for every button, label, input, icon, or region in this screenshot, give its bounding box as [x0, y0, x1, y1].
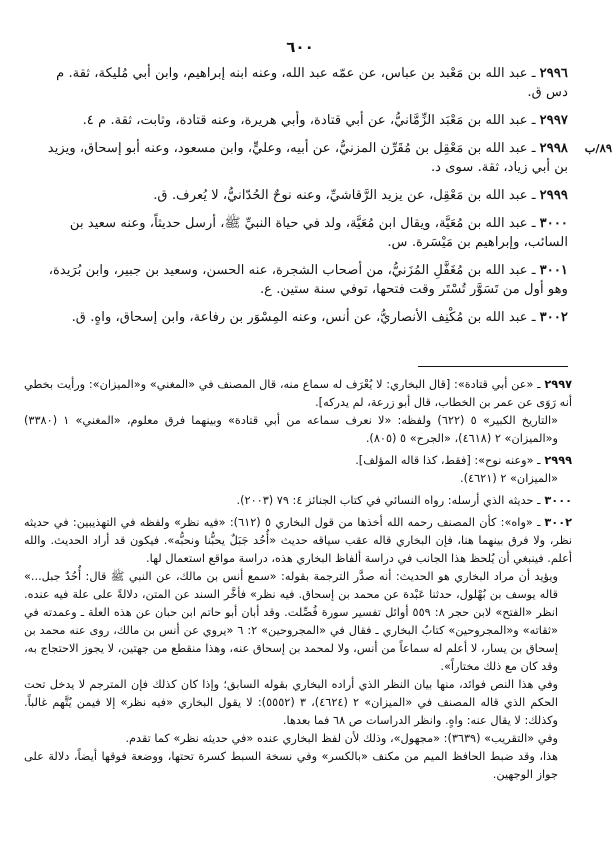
entry-number: ٢٩٩٧: [539, 113, 568, 128]
footnote-text: ـ حديثه الذي أرسله: رواه النسائي في كتاب الجنائز ٤: ٧٩ (٢٠٠٣).: [236, 494, 541, 507]
footnote-number: ٢٩٩٩: [544, 454, 572, 467]
footnote-paragraph: [24, 492, 572, 510]
entry-item: [30, 214, 568, 252]
footnote-text: ـ «عن أبي قتادة»: [قال البخاري: لا يُعْرَف له سماع منه، قال المصنف في «المغني» و«الميزان»: ورأيت بخطي أنه رَوَى عن عمر بن الخطاب، قال أبو زرعة، لم يدركه].: [24, 378, 572, 409]
entry-number: ٢٩٩٦: [539, 66, 568, 81]
entry-item: [30, 64, 568, 102]
footnote-separator: [418, 366, 568, 367]
footnote-number: ٢٩٩٧: [544, 378, 572, 391]
footnote-item: [24, 514, 572, 784]
footnote-paragraph: [24, 452, 572, 470]
entry-number: ٢٩٩٨: [539, 141, 568, 156]
footnote-item: [24, 376, 572, 448]
footnote-paragraph: [24, 514, 572, 568]
entry-text: ـ عبد الله بن مَعْبد بن عباس، عن عمّه عبد الله، وعنه ابنه إبراهيم، وابن أبي مُليكة، ثقة. م دس ق.: [56, 66, 568, 100]
footnote-text: وفي «التقريب» (٣٦٣٩): «مجهول»، وذلك لأن لفظ البخاري عنده «في حديثه نظر» كما تقدم.: [125, 732, 558, 745]
footnotes: [24, 376, 572, 788]
footnote-text: «التاريخ الكبير» ٥ (٦٢٢) ولفظه: «لا نعرف سماعه من أبي قتادة» وبينهما فرق معلوم، «المغني» ١ (٣٣٨٠) و«الميزان» ٢ (٤٦١٨)، «الجرح» ٥ (٨٠٥).: [24, 414, 558, 445]
footnote-number: ٣٠٠٠: [544, 494, 572, 507]
page-number: ٦٠٠: [286, 38, 314, 56]
footnote-text: ـ «وعنه نوح»: [فقط، كذا قاله المؤلف].: [355, 454, 541, 467]
footnote-item: [24, 452, 572, 488]
footnote-text: ويؤيد أن مراد البخاري هو الحديث: أنه صدَّر الترجمة بقوله: «سمع أنس بن مالك، عن النبي ﷺ قال: أُحُدٌ جبل...» قاله يوسف بن بُهْلول، حدثنا عَبْدة عن محمد بن إسحاق. فيه نظر» فأخَّر السند عن المتن، دلالةً على علة فيه عنده. انظر «الفتح» لابن حجر ٨: ٥٥٩ أوائل تفسير سورة فُصِّلت. وقد أبان أبو حاتم ابن حبان عن هذه العلة ـ وعمدته في «ثقاته» و«المجروحين» كتابُ البخاري ـ فقال في «المجروحين» ٢: ٦ «يروي عن أنس بن مالك، روى عنه محمد بن إسحاق بن يسار، لا أعلم له سماعاً من أنس، ولا لمحمد بن إسحاق عنه، وهذا منقطع من جهتين، لا يجوز الاحتجاج به، وقد كان مع ذلك مختاراً».: [24, 570, 558, 673]
entry-text: ـ عبد الله بن مُعَيَّة، ويقال ابن مُعَيَّة، ولد في حياة النبيِّ ﷺ، أرسل حديثاً، وعنه سعيد بن السائب، وإبراهيم بن مَيْسَرة. س.: [69, 216, 568, 250]
footnote-item: [24, 492, 572, 510]
footnote-number: ٣٠٠٢: [544, 516, 572, 529]
footnote-text: هذا، وقد ضبط الحافظ الميم من مكنف «بالكسر» وفي نسخة السبط كسرة تحتها، ووضعة فوقها أيضاً، دلالة على جواز الوجهين.: [24, 750, 558, 781]
entry-item: [30, 261, 568, 299]
entry-number: ٣٠٠٠: [539, 216, 568, 231]
entry-number: ٣٠٠١: [539, 263, 568, 278]
footnote-paragraph: [24, 568, 572, 676]
footnote-text: وفي هذا النص فوائد، منها بيان النظر الذي أراده البخاري بقوله السابق؛ وإذا كان كذلك فإن المترجم لا يدخل تحت الحكم الذي قاله المصنف في «الميزان» ٢ (٤٦٢٤)، ٣ (٥٥٥٢): لا يقول البخاري «فيه نظر» إلا فيمن يُتَّهم غالباً. وكذلك: لا يقال عنه: واهٍ. وانظر الدراسات ص ٦٨ فما بعدها.: [24, 678, 559, 727]
footnote-text: «الميزان» ٢ (٤٦٢١).: [460, 472, 558, 485]
entry-text: ـ عبد الله بن مَعْقِل بن مُقَرِّن المزنيُّ، عن أبيه، وعليٍّ، وابن مسعود، وعنه أبو إسحاق، ويزيد بن أبي زياد، ثقة. سوى د.: [47, 141, 568, 175]
footnote-paragraph: [24, 730, 572, 748]
entry-text: ـ عبد الله بن مُكْنِف الأنصاريُّ، عن أنس، وعنه المِسْوَر بن رفاعة، وابن إسحاق، واهٍ. ق.: [71, 310, 536, 325]
entry-item: [30, 308, 568, 327]
footnote-paragraph: [24, 748, 572, 784]
biographical-entries: [30, 64, 612, 336]
footnote-paragraph: [24, 470, 572, 488]
footnote-paragraph: [24, 412, 572, 448]
entry-item: [30, 139, 612, 177]
entry-text: ـ عبد الله بن مَعْبَد الزِّمَّانيُّ، عن أبي قتادة، وأبي هريرة، وعنه قتادة، وثابت، ثقة. م ٤.: [82, 113, 536, 128]
entry-number: ٣٠٠٢: [539, 310, 568, 325]
entry-item: [30, 186, 568, 205]
manuscript-folio-ref: ٨٩/ب: [584, 141, 612, 155]
footnote-paragraph: [24, 376, 572, 412]
entry-item: [30, 111, 568, 130]
footnote-text: ـ «واه»: كأن المصنف رحمه الله أخذها من قول البخاري ٥ (٦١٢): «فيه نظر» ولفظه في التهذيبين: في حديثه نظر، ولا فرق بينهما هنا، فإن البخاري قاله عقب سياقه حديث «أُحُد جَبَلٌ يحبُّنا ونحبُّه». فيكون قد أراد الحديث. والله أعلم. فينبغي أن يُلحظ هذا الجانب في دراسة ألفاظ البخاري هذه، دراسة مواقع استعمال لها.: [24, 516, 572, 565]
entry-number: ٢٩٩٩: [539, 188, 568, 203]
entry-text: ـ عبد الله بن مُغَفَّلِ المُزَنيُّ، من أصحاب الشجرة، عنه الحسن، وسعيد بن جبير، وابن بُرَيدة، وهو أول من تَسَوَّر تُسْتَر وقت فتحها، توفي سنة ستين. ع.: [48, 263, 568, 297]
entry-text: ـ عبد الله بن مَعْقِل، عن يزيد الرَّقاشيِّ، وعنه نوحٌ الحُدّانيُّ، لا يُعرف. ق.: [153, 188, 536, 203]
footnote-paragraph: [24, 676, 572, 730]
